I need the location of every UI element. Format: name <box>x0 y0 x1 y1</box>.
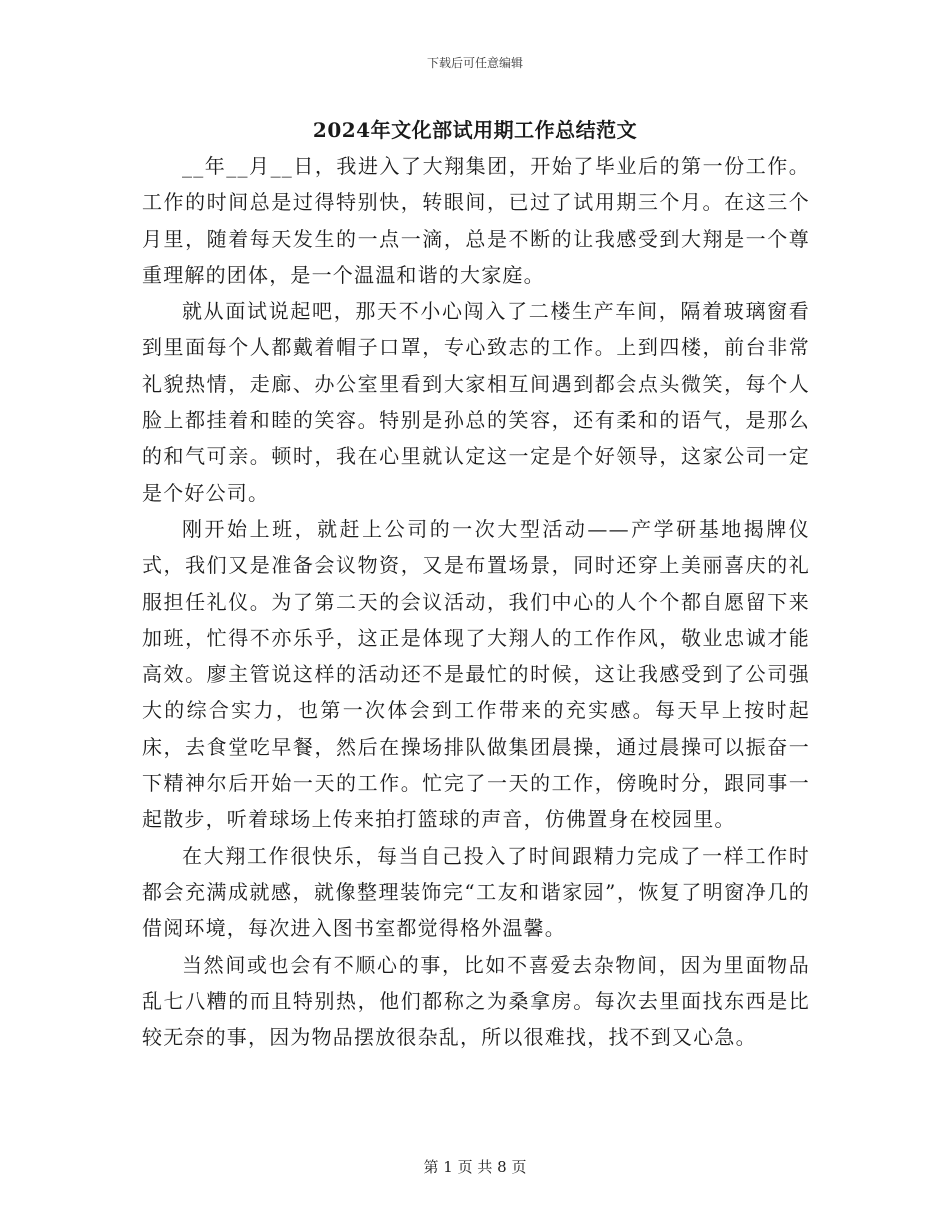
paragraph: 在大翔工作很快乐，每当自己投入了时间跟精力完成了一样工作时都会充满成就感，就像整理装饰完“工友和谐家园”，恢复了明窗净几的借阅环境，每次进入图书室都觉得格外温馨。 <box>142 843 810 941</box>
page-footer-number: 第 1 页 共 8 页 <box>423 1158 527 1176</box>
paragraph: 就从面试说起吧，那天不小心闯入了二楼生产车间，隔着玻璃窗看到里面每个人都戴着帽子口罩，专心致志的工作。上到四楼，前台非常礼貌热情，走廊、办公室里看到大家相互间遇到都会点头微笑，每个人脸上都挂着和睦的笑容。特别是孙总的笑容，还有柔和的语气，是那么的和气可亲。顿时，我在心里就认定这一定是个好领导，这家公司一定是个好公司。 <box>142 299 810 505</box>
document-body <box>142 148 810 1055</box>
paragraph: 刚开始上班，就赶上公司的一次大型活动——产学研基地揭牌仪式，我们又是准备会议物资，又是布置场景，同时还穿上美丽喜庆的礼服担任礼仪。为了第二天的会议活动，我们中心的人个个都自愿留下来加班，忙得不亦乐乎，这正是体现了大翔人的工作作风，敬业忠诚才能高效。廖主管说这样的活动还不是最忙的时候，这让我感受到了公司强大的综合实力，也第一次体会到工作带来的充实感。每天早上按时起床，去食堂吃早餐，然后在操场排队做集团晨操，通过晨操可以振奋一下精神尔后开始一天的工作。忙完了一天的工作，傍晚时分，跟同事一起散步，听着球场上传来拍打篮球的声音，仿佛置身在校园里。 <box>142 516 810 832</box>
page-header-note: 下载后可任意编辑 <box>426 56 523 70</box>
paragraph: 当然间或也会有不顺心的事，比如不喜爱去杂物间，因为里面物品乱七八糟的而且特别热，他们都称之为桑拿房。每次去里面找东西是比较无奈的事，因为物品摆放很杂乱，所以很难找，找不到又心急。 <box>142 952 810 1050</box>
paragraph: __年__月__日，我进入了大翔集团，开始了毕业后的第一份工作。工作的时间总是过得特别快，转眼间，已过了试用期三个月。在这三个月里，随着每天发生的一点一滴，总是不断的让我感受到大翔是一个尊重理解的团体，是一个温温和谐的大家庭。 <box>142 154 810 287</box>
document-title: 2024年文化部试用期工作总结范文 <box>312 118 638 142</box>
